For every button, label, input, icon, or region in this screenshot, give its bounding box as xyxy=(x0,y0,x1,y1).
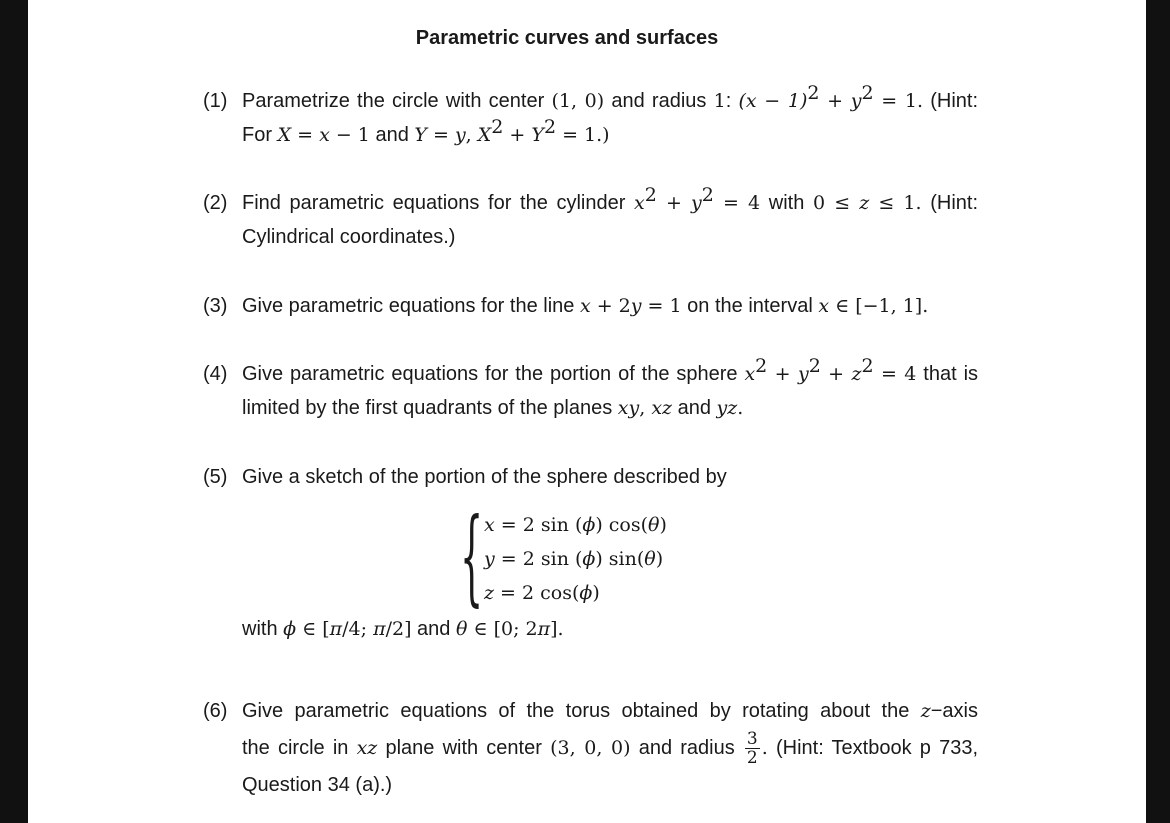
problem-number: (3) xyxy=(203,295,228,317)
problem-5 xyxy=(203,460,978,646)
problem-number: (6) xyxy=(203,700,228,722)
equation-system xyxy=(460,495,978,617)
fraction-radius: $\frac{3}{2}$ xyxy=(746,729,758,769)
equation-y: y = 2 sin (ϕ) sin(θ) xyxy=(484,548,664,570)
problem-2 xyxy=(203,186,978,254)
problem-text-line: Cylindrical coordinates.) xyxy=(242,226,456,248)
equation-x: x = 2 sin (ϕ) cos(θ) xyxy=(484,514,667,536)
problem-number: (2) xyxy=(203,192,228,214)
problem-text-line: the circle in xz plane with center (3, 0, 0) and radius $\frac{3}{2}$ . (Hint: Textbook p 733, xyxy=(242,729,978,769)
problem-number: (1) xyxy=(203,90,228,112)
problem-text-line: Give parametric equations for the line x + 2y = 1 on the interval x ∈ [−1, 1]. xyxy=(242,295,929,317)
problem-1 xyxy=(203,84,978,152)
problem-number: (5) xyxy=(203,466,228,488)
problem-text-line: Give parametric equations for the portion of the sphere $x^2 + y^2 + z^2 = 4$ that is xyxy=(242,355,979,385)
document-page xyxy=(28,0,1146,823)
problem-text-line: Find parametric equations for the cylinder $x^2 + y^2 = 4$ with 0 ≤ z ≤ 1. (Hint: xyxy=(242,184,979,214)
equation-z: z = 2 cos(ϕ) xyxy=(484,582,600,604)
problem-4 xyxy=(203,357,978,425)
left-brace: { xyxy=(460,495,484,617)
problem-text-line: For X = x − 1 and Y = y, $X^2 + Y^2 = 1$.) xyxy=(242,116,610,146)
problem-6 xyxy=(203,694,978,802)
page-title: Parametric curves and surfaces xyxy=(415,27,719,49)
problem-text-line: Give parametric equations of the torus obtained by rotating about the z−axis xyxy=(242,700,978,722)
problem-text-line: Question 34 (a).) xyxy=(242,774,393,796)
problem-text-line: Give a sketch of the portion of the sphere described by xyxy=(242,466,727,488)
problem-text-line: with ϕ ∈ [π/4; π/2] and θ ∈ [0; 2π]. xyxy=(242,618,564,640)
problem-text-line: limited by the first quadrants of the planes xy, xz and yz. xyxy=(242,397,744,419)
problem-3 xyxy=(203,289,978,323)
problem-text-line: Parametrize the circle with center (1, 0) and radius 1: $(x - 1)^2 + y^2 = 1$. (Hint: xyxy=(242,82,978,112)
problem-number: (4) xyxy=(203,363,228,385)
